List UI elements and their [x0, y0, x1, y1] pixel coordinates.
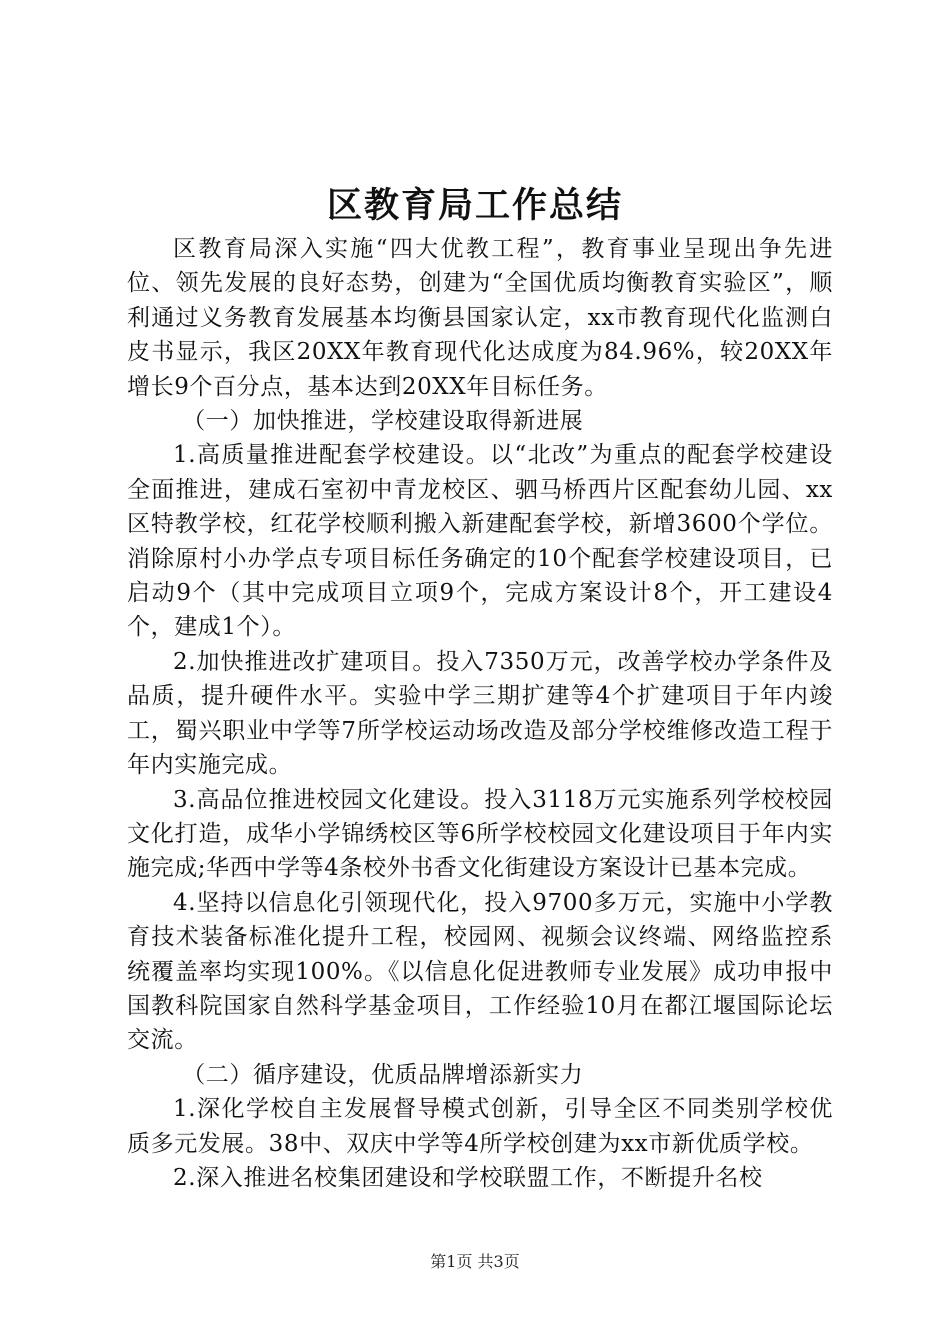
page-number: 第1页 共3页 [430, 1252, 520, 1271]
section-heading-2: （二）循序建设，优质品牌增添新实力 [182, 1061, 584, 1088]
paragraph-item: 1.深化学校自主发展督导模式创新，引导全区不同类别学校优质多元发展。38中、双庆中学等4所学校创建为xx市新优质学校。 [127, 1096, 833, 1157]
paragraph-item: 2.深入推进名校集团建设和学校联盟工作，不断提升名校 [173, 1164, 763, 1191]
document-title: 区教育局工作总结 [326, 185, 623, 226]
paragraph-item: 3.高品位推进校园文化建设。投入3118万元实施系列学校校园文化打造，成华小学锦绣校区等6所学校校园文化建设项目于年内实施完成;华西中学等4条校外书香文化街建设方案设计已基本完成。 [127, 786, 833, 882]
paragraph-intro: 区教育局深入实施“四大优教工程”，教育事业呈现出争先进位、领先发展的良好态势，创建为“全国优质均衡教育实验区”，顺利通过义务教育发展基本均衡县国家认定，xx市教育现代化监测白皮书显示，我区20XX年教育现代化达成度为84.96%，较20XX年增长9个百分点，基本达到20XX年目标任务。 [127, 236, 833, 400]
paragraph-item: 4.坚持以信息化引领现代化，投入9700多万元，实施中小学教育技术装备标准化提升工程，校园网、视频会议终端、网络监控系统覆盖率均实现100%。《以信息化促进教师专业发展》成功申报中国教科院国家自然科学基金项目，工作经验10月在都江堰国际论坛交流。 [127, 889, 833, 1054]
document-body [127, 232, 833, 1195]
paragraph-item: 2.加快推进改扩建项目。投入7350万元，改善学校办学条件及品质，提升硬件水平。实验中学三期扩建等4个扩建项目于年内竣工，蜀兴职业中学等7所学校运动场改造及部分学校维修改造工程于年内实施完成。 [127, 648, 833, 779]
paragraph-item: 1.高质量推进配套学校建设。以“北改”为重点的配套学校建设全面推进，建成石室初中青龙校区、驷马桥西片区配套幼儿园、xx区特教学校，红花学校顺利搬入新建配套学校，新增3600个学位。消除原村小办学点专项目标任务确定的10个配套学校建设项目，已启动9个（其中完成项目立项9个，完成方案设计8个，开工建设4个，建成1个）。 [127, 442, 833, 641]
section-heading-1: （一）加快推进，学校建设取得新进展 [182, 408, 584, 435]
